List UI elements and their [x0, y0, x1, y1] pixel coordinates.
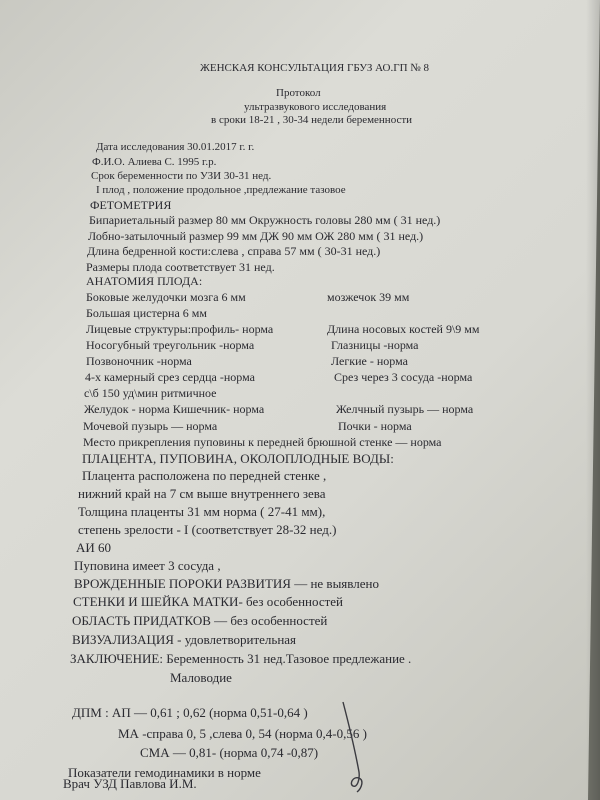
findings-conclusion: ЗАКЛЮЧЕНИЕ: Беременность 31 нед.Тазовое предлежание . — [70, 651, 412, 666]
placenta-lower-edge: нижний край на 7 см выше внутреннего зева — [78, 486, 326, 501]
anatomy-vessels: Срез через 3 сосуда -норма — [334, 370, 473, 384]
doppler-hemodynamics: Показатели гемодинамики в норме — [68, 765, 261, 780]
anatomy-spine: Позвоночник -норма — [86, 354, 192, 368]
findings-malformations: ВРОЖДЕННЫЕ ПОРОКИ РАЗВИТИЯ — не выявлено — [74, 576, 379, 591]
fetometry-bpr: Бипариетальный размер 80 мм Окружность головы 280 мм ( 31 нед.) — [89, 213, 441, 227]
placenta-heading: ПЛАЦЕНТА, ПУПОВИНА, ОКОЛОПЛОДНЫЕ ВОДЫ: — [82, 451, 394, 466]
anatomy-gallbladder: Желчный пузырь — норма — [336, 402, 474, 416]
placenta-thickness: Толщина плаценты 31 мм норма ( 27-41 мм), — [78, 504, 326, 519]
paper-edge-shadow — [586, 0, 600, 800]
term-title: в сроки 18-21 , 30-34 недели беременности — [211, 114, 413, 126]
doppler-sma: СМА — 0,81- (норма 0,74 -0,87) — [140, 745, 319, 760]
anatomy-nasolabial: Носогубный треугольник -норма — [86, 338, 255, 352]
anatomy-bladder: Мочевой пузырь — норма — [83, 419, 218, 433]
placenta-location: Плацента расположена по передней стенке , — [82, 468, 327, 483]
anatomy-orbits: Глазницы -норма — [331, 338, 419, 352]
anatomy-nasal: Длина носовых костей 9\9 мм — [327, 322, 480, 336]
anatomy-heart: 4-х камерный срез сердца -норма — [85, 370, 255, 384]
anatomy-face: Лицевые структуры:профиль- норма — [86, 322, 274, 336]
patient-name: Ф.И.О. Алиева С. 1995 г.р. — [92, 156, 217, 168]
doctor-name: Врач УЗД Павлова И.М. — [63, 776, 197, 791]
exam-date: Дата исследования 30.01.2017 г. г. — [96, 141, 255, 153]
fetometry-femur: Длина бедренной кости:слева , справа 57 мм ( 30-31 нед.) — [87, 244, 381, 258]
protocol-title: Протокол — [276, 87, 321, 99]
anatomy-heart-rate: с\б 150 уд\мин ритмичное — [84, 386, 217, 400]
anatomy-heading: АНАТОМИЯ ПЛОДА: — [86, 274, 203, 288]
fetometry-loz: Лобно-затылочный размер 99 мм ДЖ 90 мм ОЖ 280 мм ( 31 нед.) — [88, 229, 424, 243]
anatomy-kidneys: Почки - норма — [338, 419, 412, 433]
fetometry-heading: ФЕТОМЕТРИЯ — [90, 198, 172, 212]
doppler-ap: ДПМ : АП — 0,61 ; 0,62 (норма 0,51-0,64 ) — [72, 705, 308, 720]
doppler-ma: МА -справа 0, 5 ,слева 0, 54 (норма 0,4-0,56 ) — [118, 726, 367, 741]
placenta-cord: Пуповина имеет 3 сосуда , — [74, 558, 221, 573]
uzi-term: Срок беременности по УЗИ 30-31 нед. — [91, 170, 272, 182]
anatomy-cord-attach: Место прикрепления пуповины к передней брюшной стенке — норма — [83, 435, 442, 449]
clinic-title: ЖЕНСКАЯ КОНСУЛЬТАЦИЯ ГБУЗ АО.ГП № 8 — [200, 62, 430, 74]
findings-adnexa: ОБЛАСТЬ ПРИДАТКОВ — без особенностей — [72, 613, 328, 628]
findings-oligohydramnios: Маловодие — [170, 670, 232, 685]
anatomy-cerebellum: мозжечок 39 мм — [327, 290, 410, 304]
fetometry-sizes: Размеры плода соответствует 31 нед. — [86, 260, 275, 274]
study-title: ультразвукового исследования — [244, 101, 387, 113]
findings-visualization: ВИЗУАЛИЗАЦИЯ - удовлетворительная — [72, 632, 297, 647]
placenta-ai: АИ 60 — [76, 540, 112, 555]
anatomy-ventricles: Боковые желудочки мозга 6 мм — [86, 290, 246, 304]
findings-uterus: СТЕНКИ И ШЕЙКА МАТКИ- без особенностей — [73, 594, 344, 609]
fetus-position: I плод , положение продольное ,предлежание тазовое — [96, 184, 346, 196]
placenta-maturity: степень зрелости - I (соответствует 28-32 нед.) — [78, 522, 337, 537]
anatomy-stomach: Желудок - норма Кишечник- норма — [84, 402, 265, 416]
doctor-signature — [335, 700, 395, 795]
anatomy-cistern: Большая цистерна 6 мм — [86, 306, 207, 320]
anatomy-lungs: Легкие - норма — [331, 354, 408, 368]
